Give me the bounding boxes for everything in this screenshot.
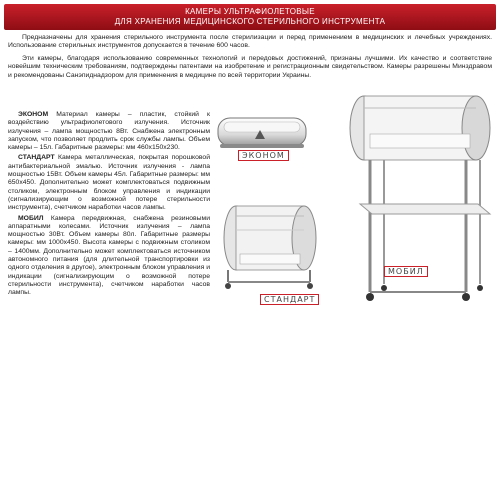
page-header bbox=[4, 4, 496, 30]
standard-caption: СТАНДАРТ bbox=[260, 294, 319, 305]
standard-camera-image bbox=[214, 196, 318, 292]
model-economy-description bbox=[8, 111, 210, 152]
intro-paragraph-1: Предназначены для хранения стерильного инструмента после стерилизации и перед применением в медицинских и лечебных учреждениях. Использование стерильных инструментов допускается в течение 600 часов. bbox=[8, 34, 492, 50]
model-economy-text: Материал камеры – пластик, стойкий к воздействию ультрафиолетового излучения. Источник излучения – лампа мощностью 8Вт. Снабжена электронным запуском, что позволяет продлить срок службы лампы. Объем камеры – 15л. Габаритные размеры: мм 460х150х230. bbox=[8, 111, 210, 152]
model-mobile-description bbox=[8, 215, 210, 298]
header-title-line-2: ДЛЯ ХРАНЕНИЯ МЕДИЦИНСКОГО СТЕРИЛЬНОГО ИНСТРУМЕНТА bbox=[114, 17, 386, 26]
model-mobile-title: МОБИЛ bbox=[18, 214, 44, 222]
header-title-line-1: КАМЕРЫ УЛЬТРАФИОЛЕТОВЫЕ bbox=[185, 7, 315, 16]
economy-caption: ЭКОНОМ bbox=[238, 150, 289, 161]
model-standard-title: СТАНДАРТ bbox=[18, 154, 55, 162]
intro-paragraph-2: Эти камеры, благодаря использованию современных технологий и передовых достижений, признаны лучшими. Их качество и соответствие новейшим техническим требованиям, подтверждены патентами на изобретение и регистрационным свидетельством. Камеры разрешены Минздравом и рекомендованы Санэпиднадзором для применения в медицине по всей территории Украины. bbox=[8, 54, 492, 79]
model-economy-title: ЭКОНОМ bbox=[18, 111, 49, 118]
intro-text bbox=[8, 34, 492, 84]
models-description bbox=[8, 111, 210, 300]
model-standard-text: Камера металлическая, покрытая порошковой антибактериальной эмалью. Источник излучения - лампа мощностью 15Вт. Объем камеры 45л. Габаритные размеры: мм 650х450. Дополнительно может комплектоваться подвижным столиком, электронным блоком управления и индикации (сигнализирующим о возможной потере стерильности инструмента), счетчиком наработки часов лампы. bbox=[8, 154, 210, 212]
model-mobile-text: Камера передвижная, снабжена резиновыми аппаратными колесами. Источник излучения – лампа мощностью 30Вт. Объем камеры 80л. Габаритные размеры камеры: мм 1000х450. Высота камеры с подвижным столиком – 1400мм. Дополнительно может комплектоваться источником автономного питания (для длительной транспортировки из одного отделения в другое), электронным блоком управления и индикации (сигнализирующим о возможной потере стерильности инструмента), счетчиком наработки часов лампы. bbox=[8, 214, 210, 297]
economy-camera-image bbox=[214, 112, 310, 152]
model-standard-description bbox=[8, 154, 210, 212]
mobile-caption: МОБИЛ bbox=[384, 266, 428, 277]
